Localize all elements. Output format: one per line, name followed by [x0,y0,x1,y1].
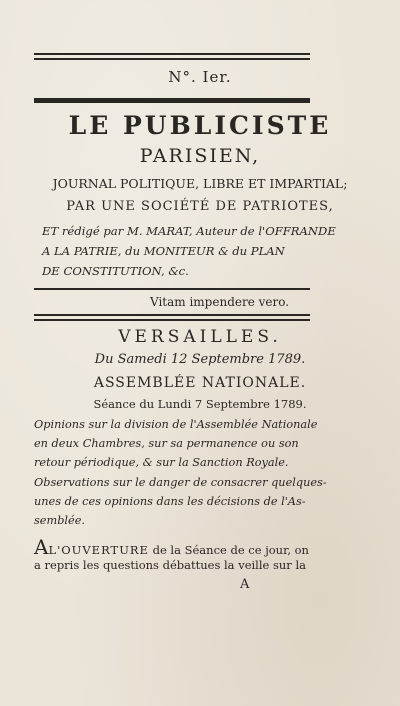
society-line: PAR UNE SOCIÉTÉ DE PATRIOTES, [66,199,334,214]
dateline: Du Samedi 12 Septembre 1789. [94,352,306,367]
observations-line-1: Observations sur le danger de consacrer quelques- [34,476,327,489]
motto: Vitam impendere vero. [150,295,290,309]
opinions-line-3: retour périodique, & sur la Sanction Royale. [34,456,289,469]
opinions-line-1: Opinions sur la division de l'Assemblée Nationale [34,418,318,431]
opening-word: L'OUVERTURE [48,543,149,557]
author-line-1: ET rédigé par M. MARAT, Auteur de l'OFFRANDE [42,224,336,238]
drop-cap: A [34,535,49,559]
issue-number: N°. Ier. [168,68,232,86]
masthead-subtitle: PARISIEN, [139,145,261,167]
place-heading: VERSAILLES. [118,327,282,347]
text-line-1 [34,535,309,559]
observations-line-3: semblée. [34,514,86,527]
author-line-3: DE CONSTITUTION, &c. [42,264,189,278]
opinions-line-2: en deux Chambres, sur sa permanence ou son [34,437,299,450]
session-line: Séance du Lundi 7 Septembre 1789. [93,397,307,411]
masthead-title: LE PUBLICISTE [68,111,332,140]
observations-line-2: unes de ces opinions dans les décisions de l'As- [34,495,306,508]
journal-description: JOURNAL POLITIQUE, LIBRE ET IMPARTIAL; [52,176,348,191]
motto-rule-bottom [34,314,310,321]
signature-mark: A [240,577,250,592]
motto-rule-top [34,288,310,290]
thick-rule [34,98,310,103]
assembly-heading: ASSEMBLÉE NATIONALE. [93,375,307,391]
text-line-2: a repris les questions débattues la veille sur la [34,558,306,572]
author-line-2: A LA PATRIE, du MONITEUR & du PLAN [42,244,285,258]
text-line-1-rest: de la Séance de ce jour, on [148,543,309,557]
top-double-rule [34,53,310,60]
